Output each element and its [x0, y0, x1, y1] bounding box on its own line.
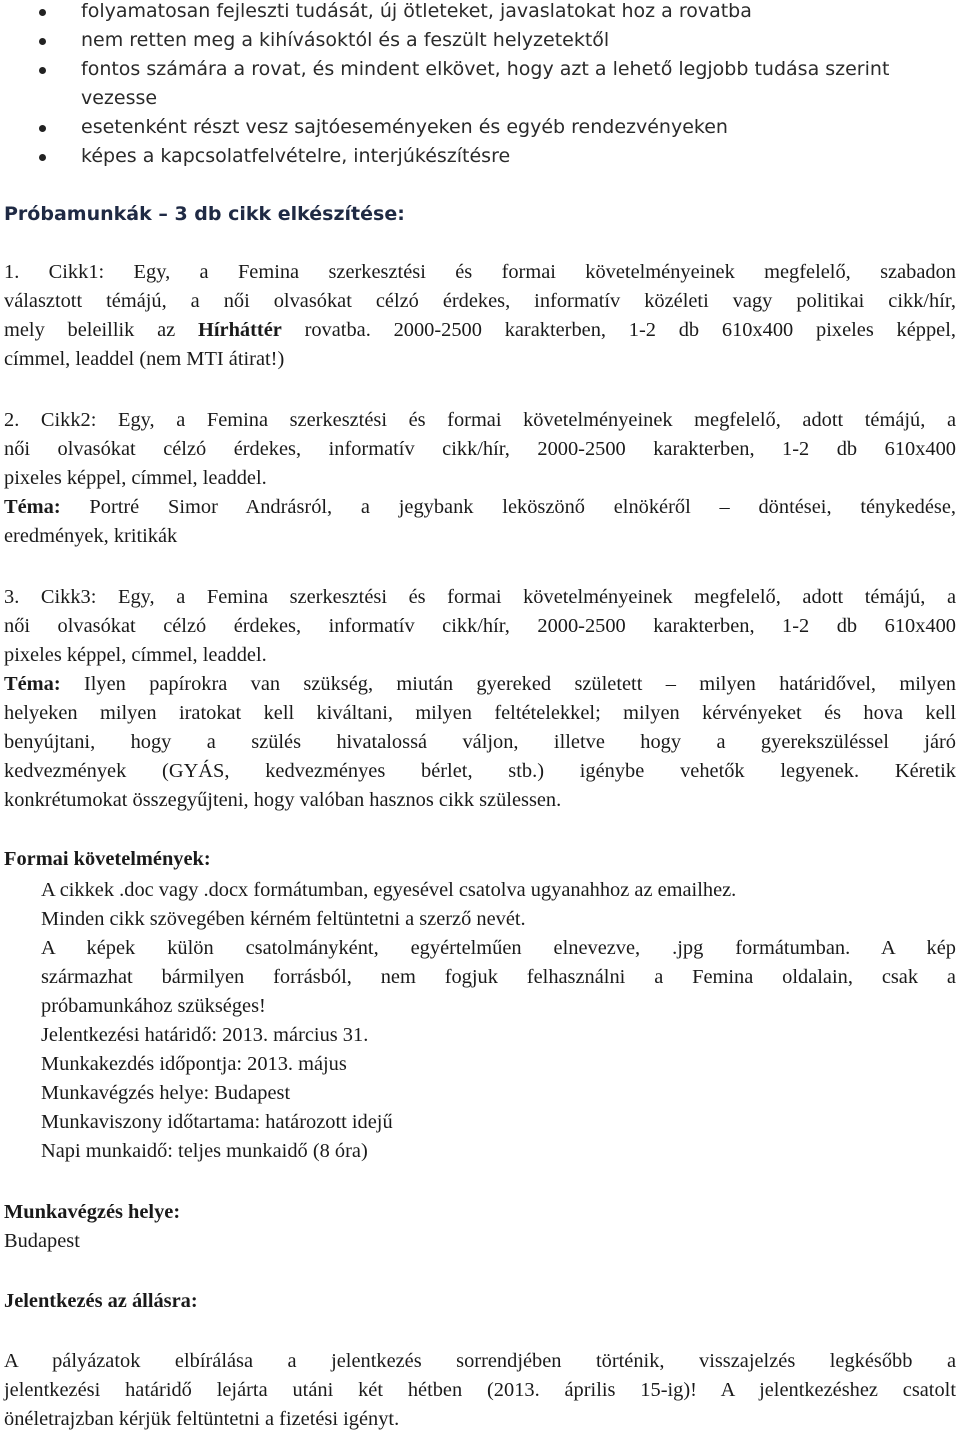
- bullet-icon: [39, 38, 46, 45]
- munkavegzes-value: Budapest: [4, 1230, 80, 1252]
- requirements-bullet-list: [0, 0, 960, 171]
- formai-list: [41, 876, 956, 1166]
- cikk3-paragraph: 3. Cikk3: Egy, a Femina szerkesztési és formai követelményeinek megfelelő, adott témájú, a női olvasókat célzó érdekes, informatív cikk/hír, 2000-2500 karakterben, 1-2 db 610x400 pixeles képpel, címmel, leaddel. Téma: Ilyen papírokra van szükség, miután gyereked született – milyen határidővel, milyen helyeken milyen iratokat kell kiváltani, milyen feltételekkel; milyen kérvényeket és hova kell benyújtani, hogy a szülés hivatalossá váljon, illetve hogy a gyerekszüléssel járó kedvezmények (GYÁS, kedvezményes bérlet, stb.) igénybe vehetők legyenek. Kéretik konkrétumokat összegyűjteni, hogy valóban hasznos cikk szülessen.: [4, 586, 956, 811]
- cikk1-paragraph: 1. Cikk1: Egy, a Femina szerkesztési és formai követelményeinek megfelelő, szabadon választott témájú, a női olvasókat célzó érdekes, informatív közéleti vagy politikai cikk/hír, mely beleillik az Hírháttér rovatba. 2000-2500 karakterben, 1-2 db 610x400 pixeles képpel, címmel, leaddel (nem MTI átirat!): [4, 261, 956, 370]
- list-item: Munkavégzés helye: Budapest: [41, 1082, 291, 1104]
- list-item: Munkakezdés időpontja: 2013. május: [41, 1053, 347, 1075]
- list-item: fontos számára a rovat, és mindent elkövet, hogy azt a lehető legjobb tudása szerint: [0, 55, 960, 84]
- tema-label: Téma:: [4, 496, 61, 518]
- hirhatter-rovat-name: Hírháttér: [198, 319, 282, 341]
- jelentkezes-heading: Jelentkezés az állásra:: [4, 1290, 198, 1312]
- list-item: Munkaviszony időtartama: határozott idejű: [41, 1111, 393, 1133]
- bullet-icon: [39, 125, 46, 132]
- list-item: folyamatosan fejleszti tudását, új ötleteket, javaslatokat hoz a rovatba: [0, 0, 960, 26]
- jelentkezes-paragraph: A pályázatok elbírálása a jelentkezés sorrendjében történik, visszajelzés legkésőbb a jelentkezési határidő lejárta utáni két hétben (2013. április 15-ig)! A jelentkezéshez csatolt önéletrajzban kérjük feltüntetni a fizetési igényt.: [4, 1350, 956, 1430]
- formai-heading: Formai követelmények:: [4, 848, 211, 870]
- bullet-icon: [39, 154, 46, 161]
- list-item: Minden cikk szövegében kérném feltüntetni a szerző nevét.: [41, 908, 526, 930]
- list-item: nem retten meg a kihívásoktól és a feszült helyzetektől: [0, 26, 960, 55]
- list-item: Napi munkaidő: teljes munkaidő (8 óra): [41, 1140, 368, 1162]
- probamunkak-heading: Próbamunkák – 3 db cikk elkészítése:: [4, 203, 405, 225]
- cikk2-paragraph: 2. Cikk2: Egy, a Femina szerkesztési és formai követelményeinek megfelelő, adott témájú, a női olvasókat célzó érdekes, informatív cikk/hír, 2000-2500 karakterben, 1-2 db 610x400 pixeles képpel, címmel, leaddel. Téma: Portré Simor Andrásról, a jegybank leköszönő elnökéről – döntései, ténykedése, eredmények, kritikák: [4, 409, 956, 547]
- list-item: A cikkek .doc vagy .docx formátumban, egyesével csatolva ugyanahhoz az emailhez.: [41, 879, 737, 901]
- bullet-icon: [39, 9, 46, 16]
- list-item: képes a kapcsolatfelvételre, interjúkészítésre: [0, 142, 960, 171]
- list-item-continuation: vezesse: [81, 87, 158, 109]
- list-item: Jelentkezési határidő: 2013. március 31.: [41, 1024, 369, 1046]
- tema-label: Téma:: [4, 673, 61, 695]
- list-item: esetenként részt vesz sajtóeseményeken és egyéb rendezvényeken: [0, 113, 960, 142]
- bullet-icon: [39, 67, 46, 74]
- munkavegzes-heading: Munkavégzés helye:: [4, 1201, 181, 1223]
- list-item: A képek külön csatolmányként, egyértelműen elnevezve, .jpg formátumban. A kép származhat bármilyen forrásból, nem fogjuk felhasználni a Femina oldalain, csak a próbamunkához szükséges!: [41, 937, 956, 1017]
